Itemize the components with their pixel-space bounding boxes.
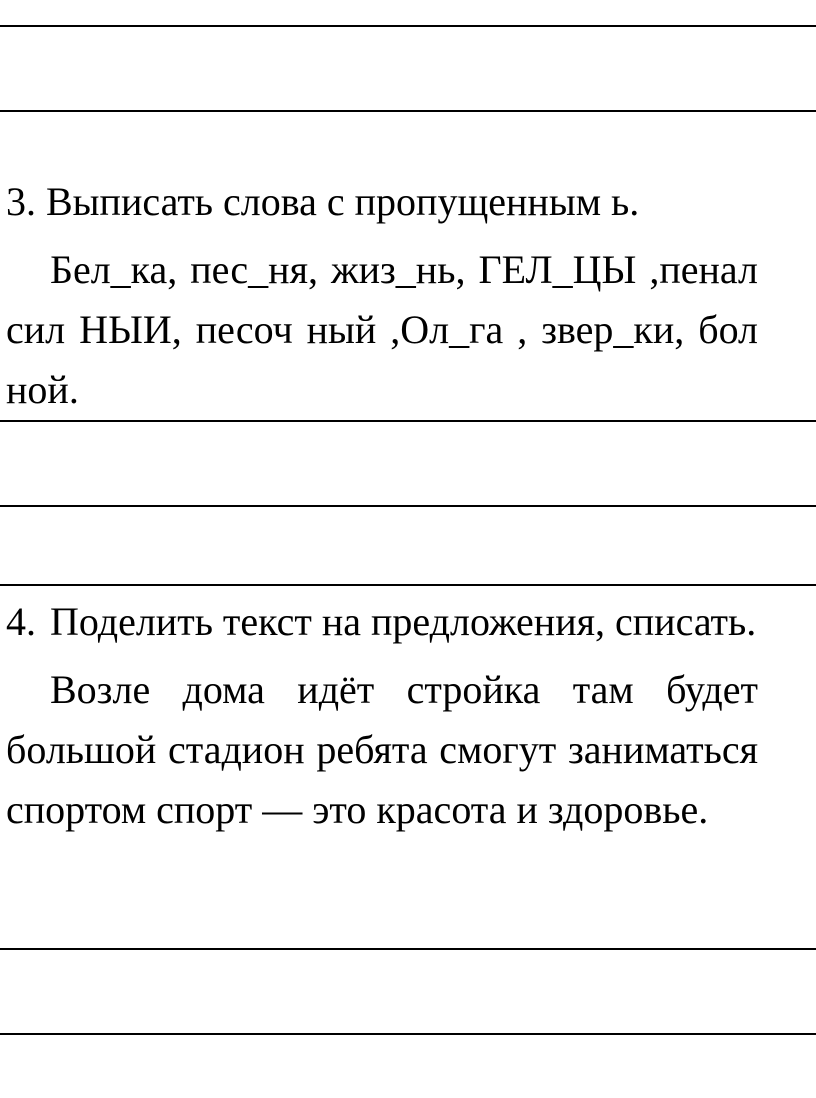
writing-line-3 [0, 420, 816, 422]
task-4-number: 4. [6, 599, 36, 644]
writing-line-5 [0, 584, 816, 586]
task-3-heading: 3. Выписать слова с пропущенным ь. [6, 179, 640, 224]
writing-line-6 [0, 948, 816, 950]
writing-line-1 [0, 25, 816, 27]
task-4-text: Возле дома идёт стройка там будет большой стадион ребята смогут заниматься спортом спорт — это красота и здоровье. [6, 667, 758, 832]
task-4-heading-row [6, 592, 758, 652]
task-4 [6, 592, 758, 840]
writing-line-4 [0, 505, 816, 507]
task-4-heading: Поделить текст на предложения, списать. [50, 599, 757, 644]
writing-line-2 [0, 110, 816, 112]
task-3-text: Бел_ка, пес_ня, жиз_нь, ГЕЛ_ЦЫ ,пенал сил НЫИ, песоч ный ,Ол_га , звер_ки, бол ной. [6, 247, 758, 412]
task-3 [6, 172, 758, 420]
writing-line-7 [0, 1033, 816, 1035]
